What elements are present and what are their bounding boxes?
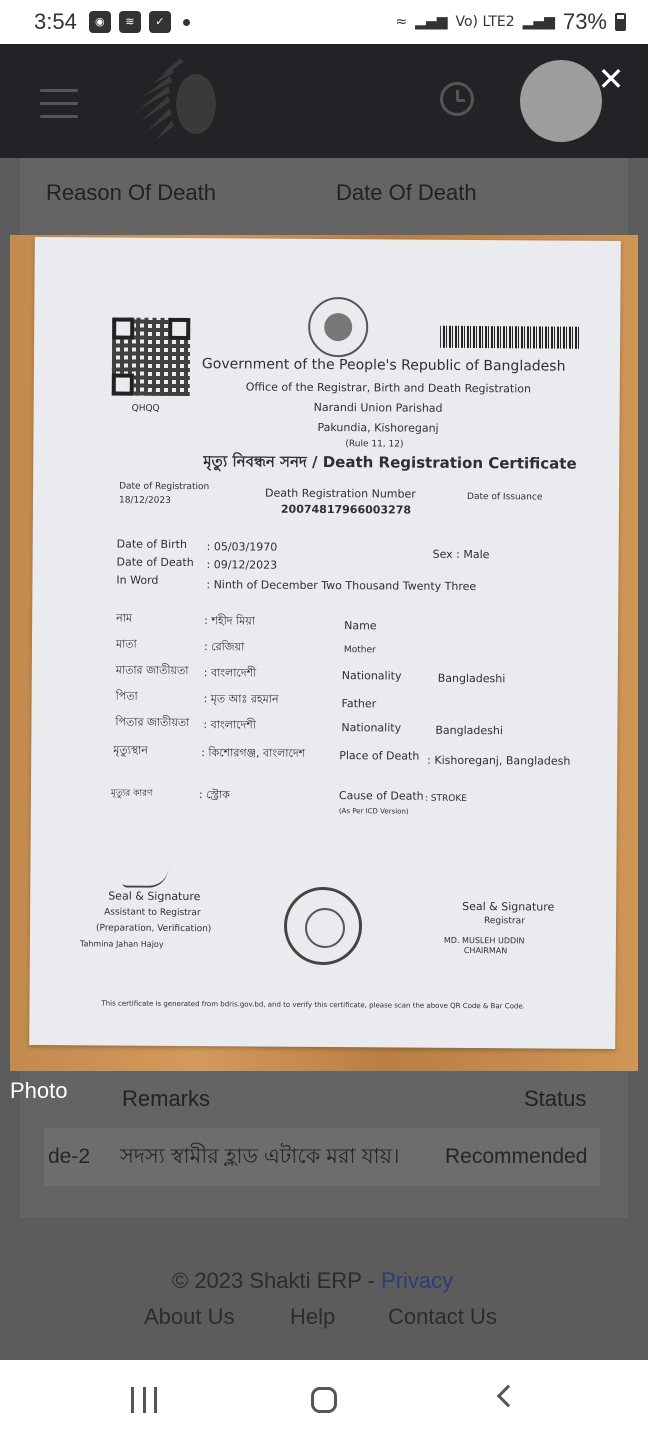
cert-union: Narandi Union Parishad xyxy=(313,400,443,415)
cert-office: Office of the Registrar, Birth and Death Registration xyxy=(245,380,532,396)
father-bn: : মৃত আঃ রহমান xyxy=(203,692,279,706)
sex-value: Sex : Male xyxy=(432,547,490,562)
about-us-link[interactable]: About Us xyxy=(144,1304,235,1329)
table-row xyxy=(44,1128,600,1186)
mother-nationality: Bangladeshi xyxy=(437,671,506,686)
death-certificate-image xyxy=(29,237,621,1049)
cause-of-death-label: Cause of Death xyxy=(338,789,424,803)
wifi-icon: ≈ xyxy=(395,14,408,30)
battery-icon xyxy=(615,13,626,31)
seal-signature-left: Seal & Signature xyxy=(108,889,201,904)
cert-rule: (Rule 11, 12) xyxy=(345,439,404,450)
menu-icon[interactable] xyxy=(40,89,78,128)
remarks-header: Remarks xyxy=(122,1086,211,1111)
place-of-death-label: Place of Death xyxy=(339,749,420,763)
father-nationality-bn: : বাংলাদেশী xyxy=(203,718,256,732)
app-notification-icon: ◉ xyxy=(89,11,111,33)
home-icon[interactable] xyxy=(311,1387,337,1413)
date-of-registration-label: Date of Registration xyxy=(119,481,210,493)
dod-label: Date of Death xyxy=(116,555,194,570)
icd-note: (As Per ICD Version) xyxy=(338,807,409,816)
name-bn: : শহীদ মিয়া xyxy=(204,614,256,628)
privacy-link[interactable]: Privacy xyxy=(381,1268,454,1293)
app-notification-icon-2: ≋ xyxy=(119,11,141,33)
inword-label: In Word xyxy=(116,573,159,587)
status-bar xyxy=(0,0,648,44)
barcode xyxy=(440,326,580,349)
battery-percent: 73% xyxy=(562,9,607,34)
mother-nationality-bn-label: মাতার জাতীয়তা xyxy=(115,663,189,678)
help-link[interactable]: Help xyxy=(290,1304,336,1329)
copyright xyxy=(172,1268,453,1294)
assistant-name: Tahmina Jahan Hajoy xyxy=(79,939,164,949)
system-nav-bar xyxy=(0,1360,648,1440)
avatar[interactable] xyxy=(520,60,602,142)
cert-location: Pakundia, Kishoreganj xyxy=(317,420,439,435)
cert-government: Government of the People's Republic of Bangladesh xyxy=(201,356,566,375)
mother-bn: : রেজিয়া xyxy=(203,640,245,654)
father-label: Father xyxy=(341,697,377,711)
row-status: Recommended xyxy=(445,1145,588,1168)
government-emblem xyxy=(308,297,368,357)
registration-number-label: Death Registration Number xyxy=(264,486,416,501)
status-time: 3:54 xyxy=(34,9,77,34)
union-parishad-seal xyxy=(284,887,363,966)
dod-value: : 09/12/2023 xyxy=(206,558,278,572)
status-header: Status xyxy=(524,1086,587,1111)
row-remark: সদস্য স্বামীর হ্লাড এটাকে মরা যায়। xyxy=(120,1145,400,1168)
place-of-death: : Kishoreganj, Bangladesh xyxy=(427,753,571,768)
date-of-issuance-label: Date of Issuance xyxy=(466,491,543,503)
qr-corner xyxy=(112,374,134,396)
date-of-registration: 18/12/2023 xyxy=(118,495,171,506)
mother-bn-label: মাতা xyxy=(115,637,137,651)
signal-icon-2: ▂▄▆ xyxy=(522,14,555,30)
qr-corner xyxy=(112,318,134,340)
place-bn: : কিশোরগঞ্জ, বাংলাদেশ xyxy=(201,746,306,760)
date-of-death-header: Date Of Death xyxy=(336,180,477,205)
app-logo xyxy=(132,58,224,144)
name-label: Name xyxy=(344,619,377,633)
registration-number: 20074817966003278 xyxy=(280,502,412,517)
name-bn-label: নাম xyxy=(116,611,133,625)
father-nationality: Bangladeshi xyxy=(435,723,503,738)
father-nationality-label: Nationality xyxy=(341,721,402,735)
history-icon[interactable] xyxy=(440,82,474,116)
cause-bn: : স্ট্রোক xyxy=(198,788,230,802)
chairman-label: CHAIRMAN xyxy=(463,945,508,956)
back-icon[interactable] xyxy=(497,1385,520,1408)
father-nationality-bn-label: পিতার জাতীয়তা xyxy=(115,715,190,730)
qr-corner xyxy=(168,318,190,340)
mother-nationality-bn: : বাংলাদেশী xyxy=(203,666,257,680)
signal-icon: ▂▄▆ xyxy=(415,14,448,30)
dob-label: Date of Birth xyxy=(116,537,188,552)
qr-caption: QHQQ xyxy=(131,403,160,414)
recent-apps-icon[interactable] xyxy=(131,1387,157,1413)
status-right xyxy=(395,9,626,35)
preparation-label: (Preparation, Verification) xyxy=(95,923,212,935)
inword-value: : Ninth of December Two Thousand Twenty Three xyxy=(206,578,477,594)
network-type: Vo) LTE2 xyxy=(455,14,515,30)
father-bn-label: পিতা xyxy=(115,689,138,703)
registrar-name: MD. MUSLEH UDDIN xyxy=(443,935,525,946)
signature-mark xyxy=(122,868,168,888)
photo-label: Photo xyxy=(10,1078,68,1103)
mother-nationality-label: Nationality xyxy=(341,669,402,683)
mother-label: Mother xyxy=(343,645,376,656)
copyright-text: © 2023 Shakti ERP - xyxy=(172,1268,382,1293)
close-icon[interactable]: ✕ xyxy=(597,60,625,98)
app-header xyxy=(0,44,648,158)
dob-value: : 05/03/1970 xyxy=(206,540,278,554)
certificate-footer-note: This certificate is generated from bdris.gov.bd, and to verify this certificate, please scan the above QR Code & Bar Code. xyxy=(101,999,525,1011)
cert-title: মৃত্যু নিবন্ধন সনদ / Death Registration Certificate xyxy=(203,452,577,473)
seal-signature-right: Seal & Signature xyxy=(462,899,555,914)
photo-preview[interactable] xyxy=(10,235,638,1071)
more-notifications-dot-icon xyxy=(183,19,190,26)
registrar-label: Registrar xyxy=(484,916,525,927)
cause-bn-label: মৃত্যুর কারণ xyxy=(110,788,153,799)
reason-of-death-header: Reason Of Death xyxy=(46,180,216,205)
place-bn-label: মৃত্যুস্থান xyxy=(113,743,148,757)
cause-of-death: : STROKE xyxy=(424,793,467,804)
row-code: de-2 xyxy=(48,1145,91,1168)
contact-us-link[interactable]: Contact Us xyxy=(388,1304,497,1329)
checkbox-notification-icon: ✓ xyxy=(149,11,171,33)
assistant-label: Assistant to Registrar xyxy=(104,907,201,919)
